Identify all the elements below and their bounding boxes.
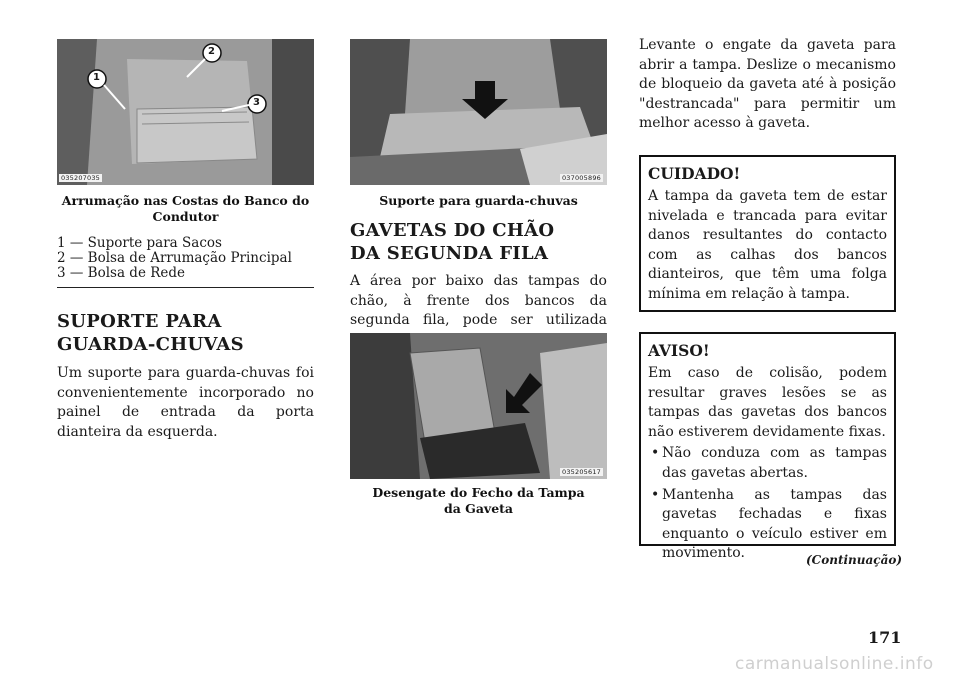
drawer-illustration bbox=[350, 333, 607, 479]
legend-item: 3 — Bolsa de Rede bbox=[57, 265, 186, 281]
section-heading: GAVETAS DO CHÃO DA SEGUNDA FILA bbox=[350, 220, 555, 264]
figure-caption: Desengate do Fecho da Tampa da Gaveta bbox=[372, 485, 585, 516]
drawer-latch-photo bbox=[350, 333, 607, 479]
watermark: carmanualsonline.info bbox=[735, 654, 934, 674]
umbrella-illustration bbox=[350, 39, 607, 185]
caution-box bbox=[639, 155, 896, 312]
section-heading: SUPORTE PARA GUARDA-CHUVAS bbox=[57, 311, 244, 355]
warning-bullet: • Não conduza com as tampas das gavetas abertas. bbox=[648, 444, 887, 483]
photo-code: 035207035 bbox=[61, 174, 101, 182]
warning-text: Em caso de colisão, podem resultar graves lesões se as tampas das gavetas dos bancos não estiverem devidamente fixas. bbox=[648, 365, 887, 440]
legend-item: 1 — Suporte para Sacos bbox=[57, 235, 222, 251]
photo-code: 037005896 bbox=[561, 174, 601, 182]
seat-back-storage-photo bbox=[57, 39, 314, 185]
seat-back-illustration bbox=[57, 39, 314, 185]
figure-caption: Arrumação nas Costas do Banco do Condutor bbox=[61, 193, 310, 224]
continuation-note: (Continuação) bbox=[806, 553, 903, 567]
umbrella-holder-photo bbox=[350, 39, 607, 185]
section-text: A área por baixo das tampas do chão, à frente dos bancos da segunda fila, pode ser utilizada bbox=[350, 273, 607, 329]
page-number: 171 bbox=[868, 628, 902, 647]
caution-title: CUIDADO! bbox=[648, 164, 741, 183]
callout-3: 3 bbox=[253, 97, 260, 108]
legend-divider bbox=[57, 287, 314, 288]
intro-text: Levante o engate da gaveta para abrir a tampa. Deslize o mecanismo de bloqueio da gaveta até à posição "destrancada" para permitir um melhor acesso à gaveta. bbox=[639, 37, 896, 132]
callout-2: 2 bbox=[208, 46, 215, 57]
warning-title: AVISO! bbox=[648, 341, 710, 360]
callout-1: 1 bbox=[93, 72, 100, 83]
caution-text: A tampa da gaveta tem de estar nivelada e trancada para evitar danos resultantes do contacto com as calhas dos bancos dianteiros, que têm uma folga mínima em relação à tampa. bbox=[648, 188, 887, 302]
legend-item: 2 — Bolsa de Arrumação Principal bbox=[57, 250, 292, 266]
warning-bullets bbox=[648, 444, 887, 564]
photo-code: 035205617 bbox=[562, 468, 602, 476]
warning-bullet: • Mantenha as tampas das gavetas fechadas e fixas enquanto o veículo estiver em movimento. bbox=[648, 486, 887, 564]
section-text: Um suporte para guarda-chuvas foi convenientemente incorporado no painel de entrada da porta dianteira da esquerda. bbox=[57, 365, 314, 440]
figure-caption: Suporte para guarda-chuvas bbox=[379, 193, 578, 208]
